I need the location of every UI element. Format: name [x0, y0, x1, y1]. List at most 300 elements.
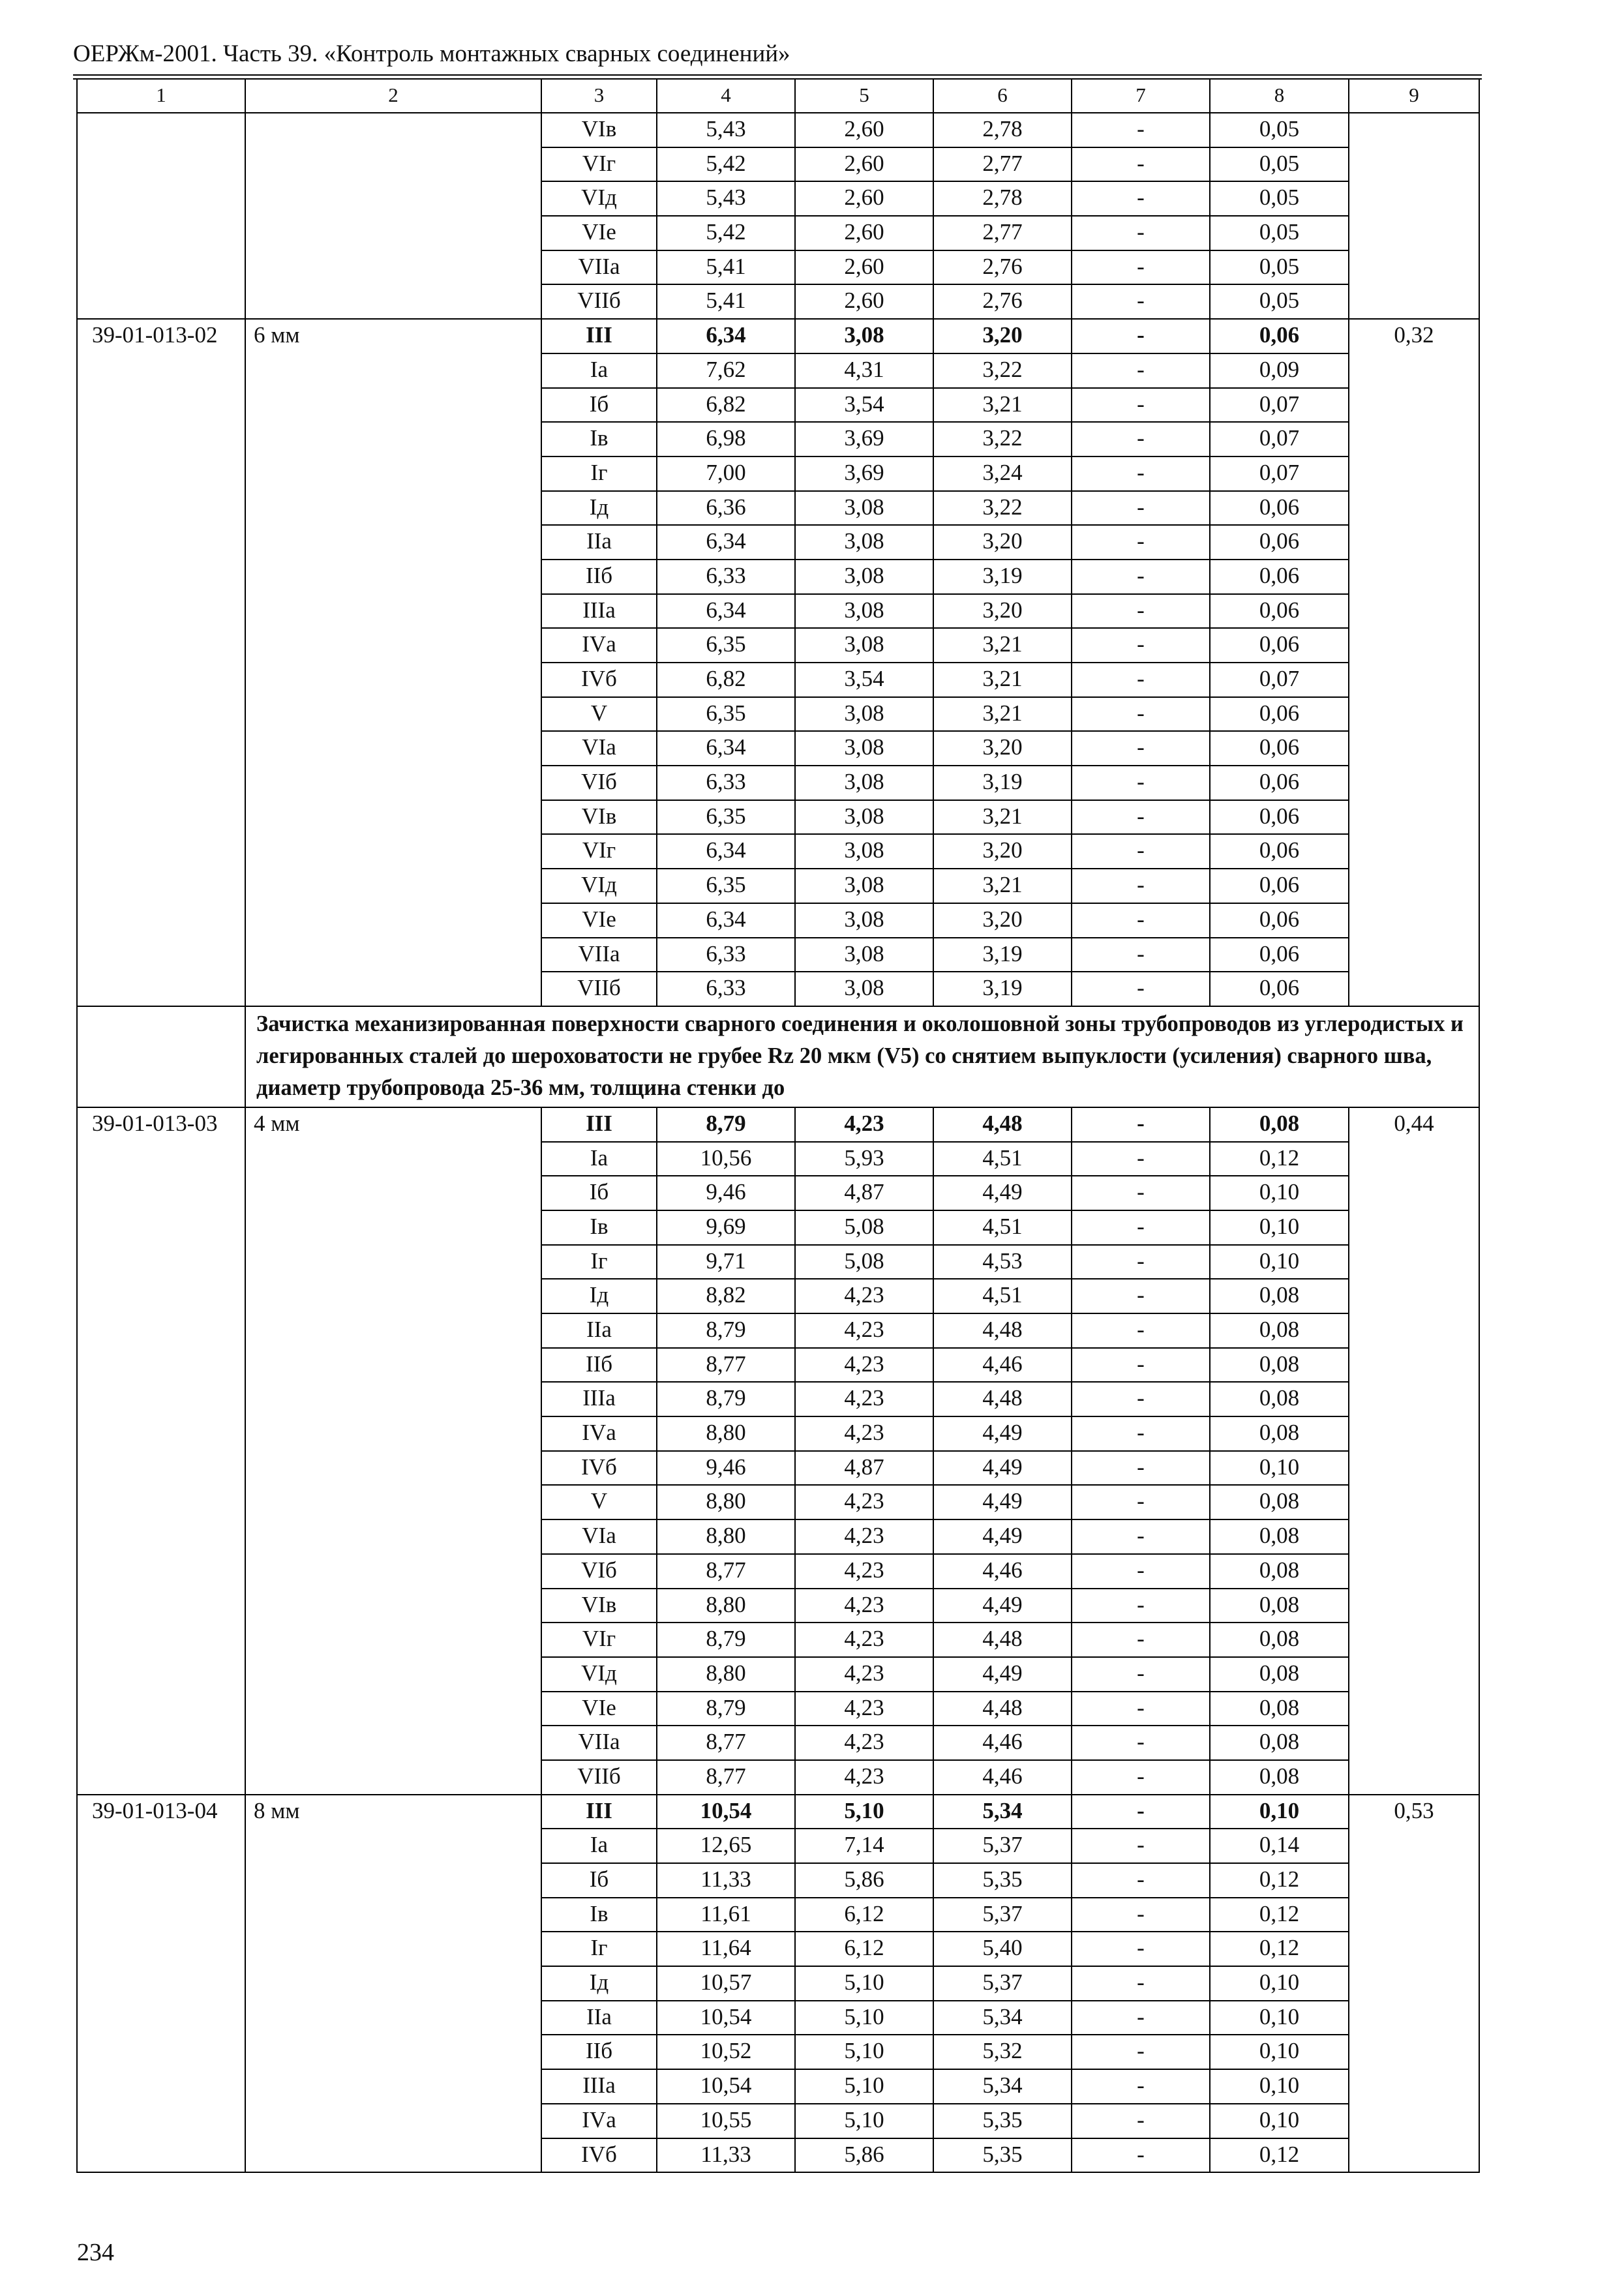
value-cell: 0,10 [1210, 2104, 1349, 2138]
value-cell: - [1072, 2069, 1210, 2104]
value-cell: 0,08 [1210, 1107, 1349, 1142]
value-cell: 4,46 [933, 1348, 1072, 1383]
value-cell: 5,37 [933, 1829, 1072, 1863]
value-cell: - [1072, 2104, 1210, 2138]
rate-code-cell: 39-01-013-04 [77, 1795, 245, 2173]
value-cell: 0,06 [1210, 491, 1349, 526]
value-cell: 2,76 [933, 284, 1072, 319]
column-number-cell: 4 [657, 79, 795, 113]
value-cell: 0,06 [1210, 560, 1349, 594]
value-cell: 4,31 [795, 353, 933, 388]
value-cell: 5,10 [795, 1966, 933, 2001]
value-cell: 4,23 [795, 1382, 933, 1416]
value-cell: 3,08 [795, 731, 933, 766]
total-cell: 0,44 [1349, 1107, 1479, 1795]
value-cell: 4,51 [933, 1142, 1072, 1176]
value-cell: 6,82 [657, 663, 795, 697]
value-cell: 0,08 [1210, 1589, 1349, 1623]
value-cell: 0,10 [1210, 1245, 1349, 1279]
value-cell: 0,06 [1210, 525, 1349, 560]
value-cell: 6,35 [657, 628, 795, 663]
value-cell: 0,08 [1210, 1279, 1349, 1313]
value-cell: 4,23 [795, 1657, 933, 1692]
wall-thickness-cell: 4 мм [245, 1107, 541, 1795]
value-cell: 10,54 [657, 2069, 795, 2104]
value-cell: 3,69 [795, 456, 933, 491]
value-cell: - [1072, 1898, 1210, 1932]
region-code-cell: IVа [541, 2104, 657, 2138]
value-cell: 5,34 [933, 2069, 1072, 2104]
value-cell: 5,34 [933, 1795, 1072, 1829]
wall-thickness-cell: 6 мм [245, 319, 541, 1006]
region-code-cell: IIб [541, 560, 657, 594]
value-cell: 4,49 [933, 1519, 1072, 1554]
value-cell: 2,76 [933, 250, 1072, 285]
region-code-cell: IIа [541, 2001, 657, 2035]
value-cell: 0,07 [1210, 456, 1349, 491]
value-cell: 7,62 [657, 353, 795, 388]
value-cell: 0,07 [1210, 663, 1349, 697]
value-cell: - [1072, 1657, 1210, 1692]
value-cell: 0,14 [1210, 1829, 1349, 1863]
value-cell: 3,22 [933, 491, 1072, 526]
value-cell: 8,82 [657, 1279, 795, 1313]
region-code-cell: IIIа [541, 594, 657, 629]
value-cell: 6,34 [657, 903, 795, 938]
value-cell: 3,21 [933, 628, 1072, 663]
value-cell: 4,23 [795, 1554, 933, 1589]
value-cell: 6,12 [795, 1932, 933, 1966]
total-cell: 0,53 [1349, 1795, 1479, 2173]
value-cell: 0,06 [1210, 834, 1349, 869]
value-cell: 4,23 [795, 1313, 933, 1348]
value-cell: 11,64 [657, 1932, 795, 1966]
value-cell: 0,10 [1210, 1210, 1349, 1245]
value-cell: 6,35 [657, 697, 795, 732]
value-cell: 11,61 [657, 1898, 795, 1932]
value-cell: - [1072, 284, 1210, 319]
column-number-cell: 8 [1210, 79, 1349, 113]
value-cell: 0,06 [1210, 938, 1349, 972]
value-cell: 4,23 [795, 1760, 933, 1795]
value-cell: 0,10 [1210, 2069, 1349, 2104]
value-cell: - [1072, 2035, 1210, 2069]
value-cell: - [1072, 697, 1210, 732]
value-cell: 3,21 [933, 800, 1072, 835]
region-code-cell: VIб [541, 766, 657, 800]
value-cell: - [1072, 1279, 1210, 1313]
value-cell: 4,49 [933, 1451, 1072, 1486]
region-code-cell: IIб [541, 1348, 657, 1383]
value-cell: 10,55 [657, 2104, 795, 2138]
region-code-cell: Iд [541, 491, 657, 526]
value-cell: 10,54 [657, 1795, 795, 1829]
value-cell: 8,79 [657, 1313, 795, 1348]
value-cell: 3,08 [795, 525, 933, 560]
value-cell: 4,49 [933, 1416, 1072, 1451]
value-cell: 4,23 [795, 1726, 933, 1760]
value-cell: 0,08 [1210, 1760, 1349, 1795]
value-cell: - [1072, 1210, 1210, 1245]
table-row [77, 1795, 1479, 1829]
value-cell: - [1072, 869, 1210, 903]
value-cell: - [1072, 731, 1210, 766]
value-cell: 3,20 [933, 319, 1072, 353]
value-cell: 0,12 [1210, 1863, 1349, 1898]
section-empty-cell [77, 1006, 245, 1107]
value-cell: 3,20 [933, 525, 1072, 560]
value-cell: 8,77 [657, 1554, 795, 1589]
value-cell: 4,51 [933, 1279, 1072, 1313]
region-code-cell: VIг [541, 1623, 657, 1657]
value-cell: 4,23 [795, 1416, 933, 1451]
value-cell: 8,79 [657, 1623, 795, 1657]
value-cell: - [1072, 1692, 1210, 1726]
region-code-cell: VIв [541, 1589, 657, 1623]
value-cell: 5,37 [933, 1966, 1072, 2001]
value-cell: 6,98 [657, 422, 795, 456]
value-cell: 3,19 [933, 560, 1072, 594]
value-cell: - [1072, 1795, 1210, 1829]
value-cell: 0,05 [1210, 216, 1349, 250]
value-cell: 0,10 [1210, 2001, 1349, 2035]
value-cell: - [1072, 1623, 1210, 1657]
value-cell: - [1072, 319, 1210, 353]
value-cell: - [1072, 525, 1210, 560]
value-cell: 5,10 [795, 2069, 933, 2104]
value-cell: - [1072, 1142, 1210, 1176]
value-cell: - [1072, 388, 1210, 423]
region-code-cell: Iб [541, 1863, 657, 1898]
value-cell: 4,49 [933, 1485, 1072, 1519]
value-cell: 4,23 [795, 1485, 933, 1519]
value-cell: - [1072, 216, 1210, 250]
value-cell: - [1072, 353, 1210, 388]
region-code-cell: VIIб [541, 972, 657, 1006]
column-number-header [77, 79, 1479, 113]
value-cell: 4,46 [933, 1726, 1072, 1760]
region-code-cell: VIа [541, 1519, 657, 1554]
value-cell: - [1072, 181, 1210, 216]
value-cell: 4,49 [933, 1176, 1072, 1210]
value-cell: 3,19 [933, 972, 1072, 1006]
value-cell: 0,08 [1210, 1657, 1349, 1692]
value-cell: 4,46 [933, 1554, 1072, 1589]
value-cell: - [1072, 1554, 1210, 1589]
value-cell: 6,34 [657, 525, 795, 560]
value-cell: 6,34 [657, 594, 795, 629]
region-code-cell: Iв [541, 1898, 657, 1932]
value-cell: 0,08 [1210, 1726, 1349, 1760]
region-code-cell: Iг [541, 1245, 657, 1279]
value-cell: 5,10 [795, 2001, 933, 2035]
value-cell: - [1072, 1313, 1210, 1348]
region-code-cell: VIв [541, 113, 657, 147]
value-cell: 3,69 [795, 422, 933, 456]
value-cell: 3,20 [933, 903, 1072, 938]
value-cell: 4,53 [933, 1245, 1072, 1279]
value-cell: 3,19 [933, 766, 1072, 800]
value-cell: - [1072, 1589, 1210, 1623]
value-cell: 8,77 [657, 1760, 795, 1795]
region-code-cell: V [541, 697, 657, 732]
value-cell: 8,79 [657, 1382, 795, 1416]
value-cell: 4,48 [933, 1692, 1072, 1726]
rate-code-cell: 39-01-013-02 [77, 319, 245, 1006]
value-cell: 3,20 [933, 594, 1072, 629]
value-cell: - [1072, 1176, 1210, 1210]
value-cell: 5,34 [933, 2001, 1072, 2035]
value-cell: 3,08 [795, 491, 933, 526]
value-cell: - [1072, 1966, 1210, 2001]
value-cell: 7,14 [795, 1829, 933, 1863]
value-cell: 0,10 [1210, 1966, 1349, 2001]
value-cell: 7,00 [657, 456, 795, 491]
value-cell: 0,08 [1210, 1416, 1349, 1451]
value-cell: 5,41 [657, 250, 795, 285]
value-cell: 0,06 [1210, 594, 1349, 629]
value-cell: 3,08 [795, 766, 933, 800]
value-cell: 8,80 [657, 1589, 795, 1623]
value-cell: 3,08 [795, 697, 933, 732]
region-code-cell: IIIа [541, 2069, 657, 2104]
value-cell: 10,54 [657, 2001, 795, 2035]
value-cell: 5,10 [795, 2035, 933, 2069]
column-number-cell: 2 [245, 79, 541, 113]
region-code-cell: IVа [541, 1416, 657, 1451]
value-cell: 5,32 [933, 2035, 1072, 2069]
value-cell: - [1072, 456, 1210, 491]
value-cell: 3,20 [933, 731, 1072, 766]
region-code-cell: V [541, 1485, 657, 1519]
region-code-cell: Iв [541, 422, 657, 456]
region-code-cell: Iб [541, 1176, 657, 1210]
value-cell: 5,08 [795, 1245, 933, 1279]
value-cell: 4,49 [933, 1657, 1072, 1692]
value-cell: - [1072, 1451, 1210, 1486]
value-cell: 8,80 [657, 1485, 795, 1519]
value-cell: 6,34 [657, 319, 795, 353]
value-cell: 5,42 [657, 216, 795, 250]
value-cell: 10,57 [657, 1966, 795, 2001]
value-cell: - [1072, 1932, 1210, 1966]
value-cell: 6,33 [657, 560, 795, 594]
value-cell: 9,46 [657, 1176, 795, 1210]
value-cell: 3,08 [795, 800, 933, 835]
value-cell: 3,21 [933, 869, 1072, 903]
region-code-cell: VIIб [541, 1760, 657, 1795]
value-cell: 11,33 [657, 2138, 795, 2173]
value-cell: 0,08 [1210, 1692, 1349, 1726]
value-cell: 5,08 [795, 1210, 933, 1245]
value-cell: 2,77 [933, 216, 1072, 250]
value-cell: - [1072, 422, 1210, 456]
value-cell: 4,48 [933, 1623, 1072, 1657]
region-code-cell: III [541, 319, 657, 353]
total-cell: 0,32 [1349, 319, 1479, 1006]
value-cell: 9,69 [657, 1210, 795, 1245]
value-cell: 8,79 [657, 1692, 795, 1726]
region-code-cell: VIе [541, 1692, 657, 1726]
value-cell: 2,60 [795, 250, 933, 285]
region-code-cell: VIб [541, 1554, 657, 1589]
value-cell: 10,52 [657, 2035, 795, 2069]
value-cell: 3,08 [795, 938, 933, 972]
value-cell: 2,77 [933, 147, 1072, 182]
value-cell: 0,10 [1210, 1451, 1349, 1486]
value-cell: 9,71 [657, 1245, 795, 1279]
region-code-cell: IVб [541, 1451, 657, 1486]
value-cell: 8,80 [657, 1519, 795, 1554]
value-cell: 0,07 [1210, 422, 1349, 456]
value-cell: 0,10 [1210, 1176, 1349, 1210]
region-code-cell: Iг [541, 456, 657, 491]
value-cell: 0,10 [1210, 1795, 1349, 1829]
value-cell: 4,23 [795, 1107, 933, 1142]
value-cell: 0,06 [1210, 731, 1349, 766]
value-cell: 3,08 [795, 560, 933, 594]
section-title: Зачистка механизированная поверхности сварного соединения и околошовной зоны трубопроводов из углеродистых и легированных сталей до шероховатости не грубее Rz 20 мкм (V5) со снятием выпуклости (усиления) сварного шва, диаметр трубопровода 25-36 мм, толщина стенки до [245, 1006, 1479, 1107]
value-cell: 4,51 [933, 1210, 1072, 1245]
table-row [77, 113, 1479, 147]
value-cell: 4,87 [795, 1451, 933, 1486]
region-code-cell: VIд [541, 181, 657, 216]
value-cell: 4,48 [933, 1382, 1072, 1416]
value-cell: 2,60 [795, 181, 933, 216]
value-cell: 0,12 [1210, 2138, 1349, 2173]
value-cell: 5,37 [933, 1898, 1072, 1932]
value-cell: 0,06 [1210, 972, 1349, 1006]
value-cell: 0,06 [1210, 697, 1349, 732]
region-code-cell: Iа [541, 1829, 657, 1863]
rate-code-cell [77, 113, 245, 319]
value-cell: 3,08 [795, 319, 933, 353]
wall-thickness-cell [245, 113, 541, 319]
value-cell: 5,41 [657, 284, 795, 319]
column-number-cell: 9 [1349, 79, 1479, 113]
region-code-cell: Iд [541, 1966, 657, 2001]
value-cell: - [1072, 1760, 1210, 1795]
region-code-cell: VIа [541, 731, 657, 766]
region-code-cell: IVа [541, 628, 657, 663]
value-cell: 0,08 [1210, 1348, 1349, 1383]
value-cell: 4,23 [795, 1348, 933, 1383]
header-row [77, 79, 1479, 113]
value-cell: 2,78 [933, 181, 1072, 216]
region-code-cell: VIв [541, 800, 657, 835]
value-cell: 2,60 [795, 147, 933, 182]
value-cell: 3,20 [933, 834, 1072, 869]
value-cell: 3,19 [933, 938, 1072, 972]
region-code-cell: IVб [541, 663, 657, 697]
region-code-cell: Iв [541, 1210, 657, 1245]
region-code-cell: VIе [541, 216, 657, 250]
region-code-cell: VIIа [541, 1726, 657, 1760]
value-cell: - [1072, 1245, 1210, 1279]
region-code-cell: Iа [541, 353, 657, 388]
value-cell: 5,10 [795, 2104, 933, 2138]
value-cell: 0,12 [1210, 1898, 1349, 1932]
value-cell: 4,23 [795, 1589, 933, 1623]
value-cell: 0,05 [1210, 181, 1349, 216]
value-cell: 0,08 [1210, 1519, 1349, 1554]
value-cell: 0,05 [1210, 250, 1349, 285]
region-code-cell: VIд [541, 1657, 657, 1692]
value-cell: 3,08 [795, 594, 933, 629]
region-code-cell: IIа [541, 1313, 657, 1348]
value-cell: 4,23 [795, 1692, 933, 1726]
value-cell: 3,22 [933, 422, 1072, 456]
region-code-cell: Iб [541, 388, 657, 423]
value-cell: 3,21 [933, 697, 1072, 732]
value-cell: 0,05 [1210, 147, 1349, 182]
value-cell: 3,08 [795, 628, 933, 663]
value-cell: 2,60 [795, 216, 933, 250]
region-code-cell: VIд [541, 869, 657, 903]
region-code-cell: VIIа [541, 250, 657, 285]
value-cell: 6,33 [657, 938, 795, 972]
value-cell: - [1072, 1519, 1210, 1554]
value-cell: 5,40 [933, 1932, 1072, 1966]
table-row [77, 1107, 1479, 1142]
value-cell: - [1072, 663, 1210, 697]
table-row [77, 319, 1479, 353]
value-cell: 2,60 [795, 113, 933, 147]
value-cell: 2,78 [933, 113, 1072, 147]
value-cell: 12,65 [657, 1829, 795, 1863]
column-number-cell: 3 [541, 79, 657, 113]
total-cell [1349, 113, 1479, 319]
value-cell: 5,35 [933, 2104, 1072, 2138]
value-cell: 4,48 [933, 1107, 1072, 1142]
value-cell: 0,09 [1210, 353, 1349, 388]
value-cell: 0,08 [1210, 1313, 1349, 1348]
value-cell: 4,46 [933, 1760, 1072, 1795]
value-cell: 5,35 [933, 2138, 1072, 2173]
value-cell: 0,06 [1210, 869, 1349, 903]
value-cell: - [1072, 250, 1210, 285]
value-cell: 6,33 [657, 766, 795, 800]
value-cell: 5,86 [795, 2138, 933, 2173]
region-code-cell: Iа [541, 1142, 657, 1176]
region-code-cell: IVб [541, 2138, 657, 2173]
value-cell: 5,43 [657, 113, 795, 147]
value-cell: 4,23 [795, 1519, 933, 1554]
value-cell: 0,12 [1210, 1142, 1349, 1176]
value-cell: - [1072, 800, 1210, 835]
value-cell: 11,33 [657, 1863, 795, 1898]
region-code-cell: IIб [541, 2035, 657, 2069]
value-cell: 0,06 [1210, 766, 1349, 800]
value-cell: 8,80 [657, 1416, 795, 1451]
value-cell: 3,54 [795, 388, 933, 423]
value-cell: 2,60 [795, 284, 933, 319]
value-cell: - [1072, 1485, 1210, 1519]
value-cell: - [1072, 1863, 1210, 1898]
region-code-cell: VIе [541, 903, 657, 938]
value-cell: 0,06 [1210, 800, 1349, 835]
region-code-cell: VIг [541, 834, 657, 869]
value-cell: 0,08 [1210, 1554, 1349, 1589]
column-number-cell: 7 [1072, 79, 1210, 113]
value-cell: 3,08 [795, 972, 933, 1006]
region-code-cell: IIа [541, 525, 657, 560]
value-cell: 5,43 [657, 181, 795, 216]
value-cell: 0,05 [1210, 284, 1349, 319]
value-cell: 6,82 [657, 388, 795, 423]
value-cell: - [1072, 903, 1210, 938]
region-code-cell: VIIа [541, 938, 657, 972]
